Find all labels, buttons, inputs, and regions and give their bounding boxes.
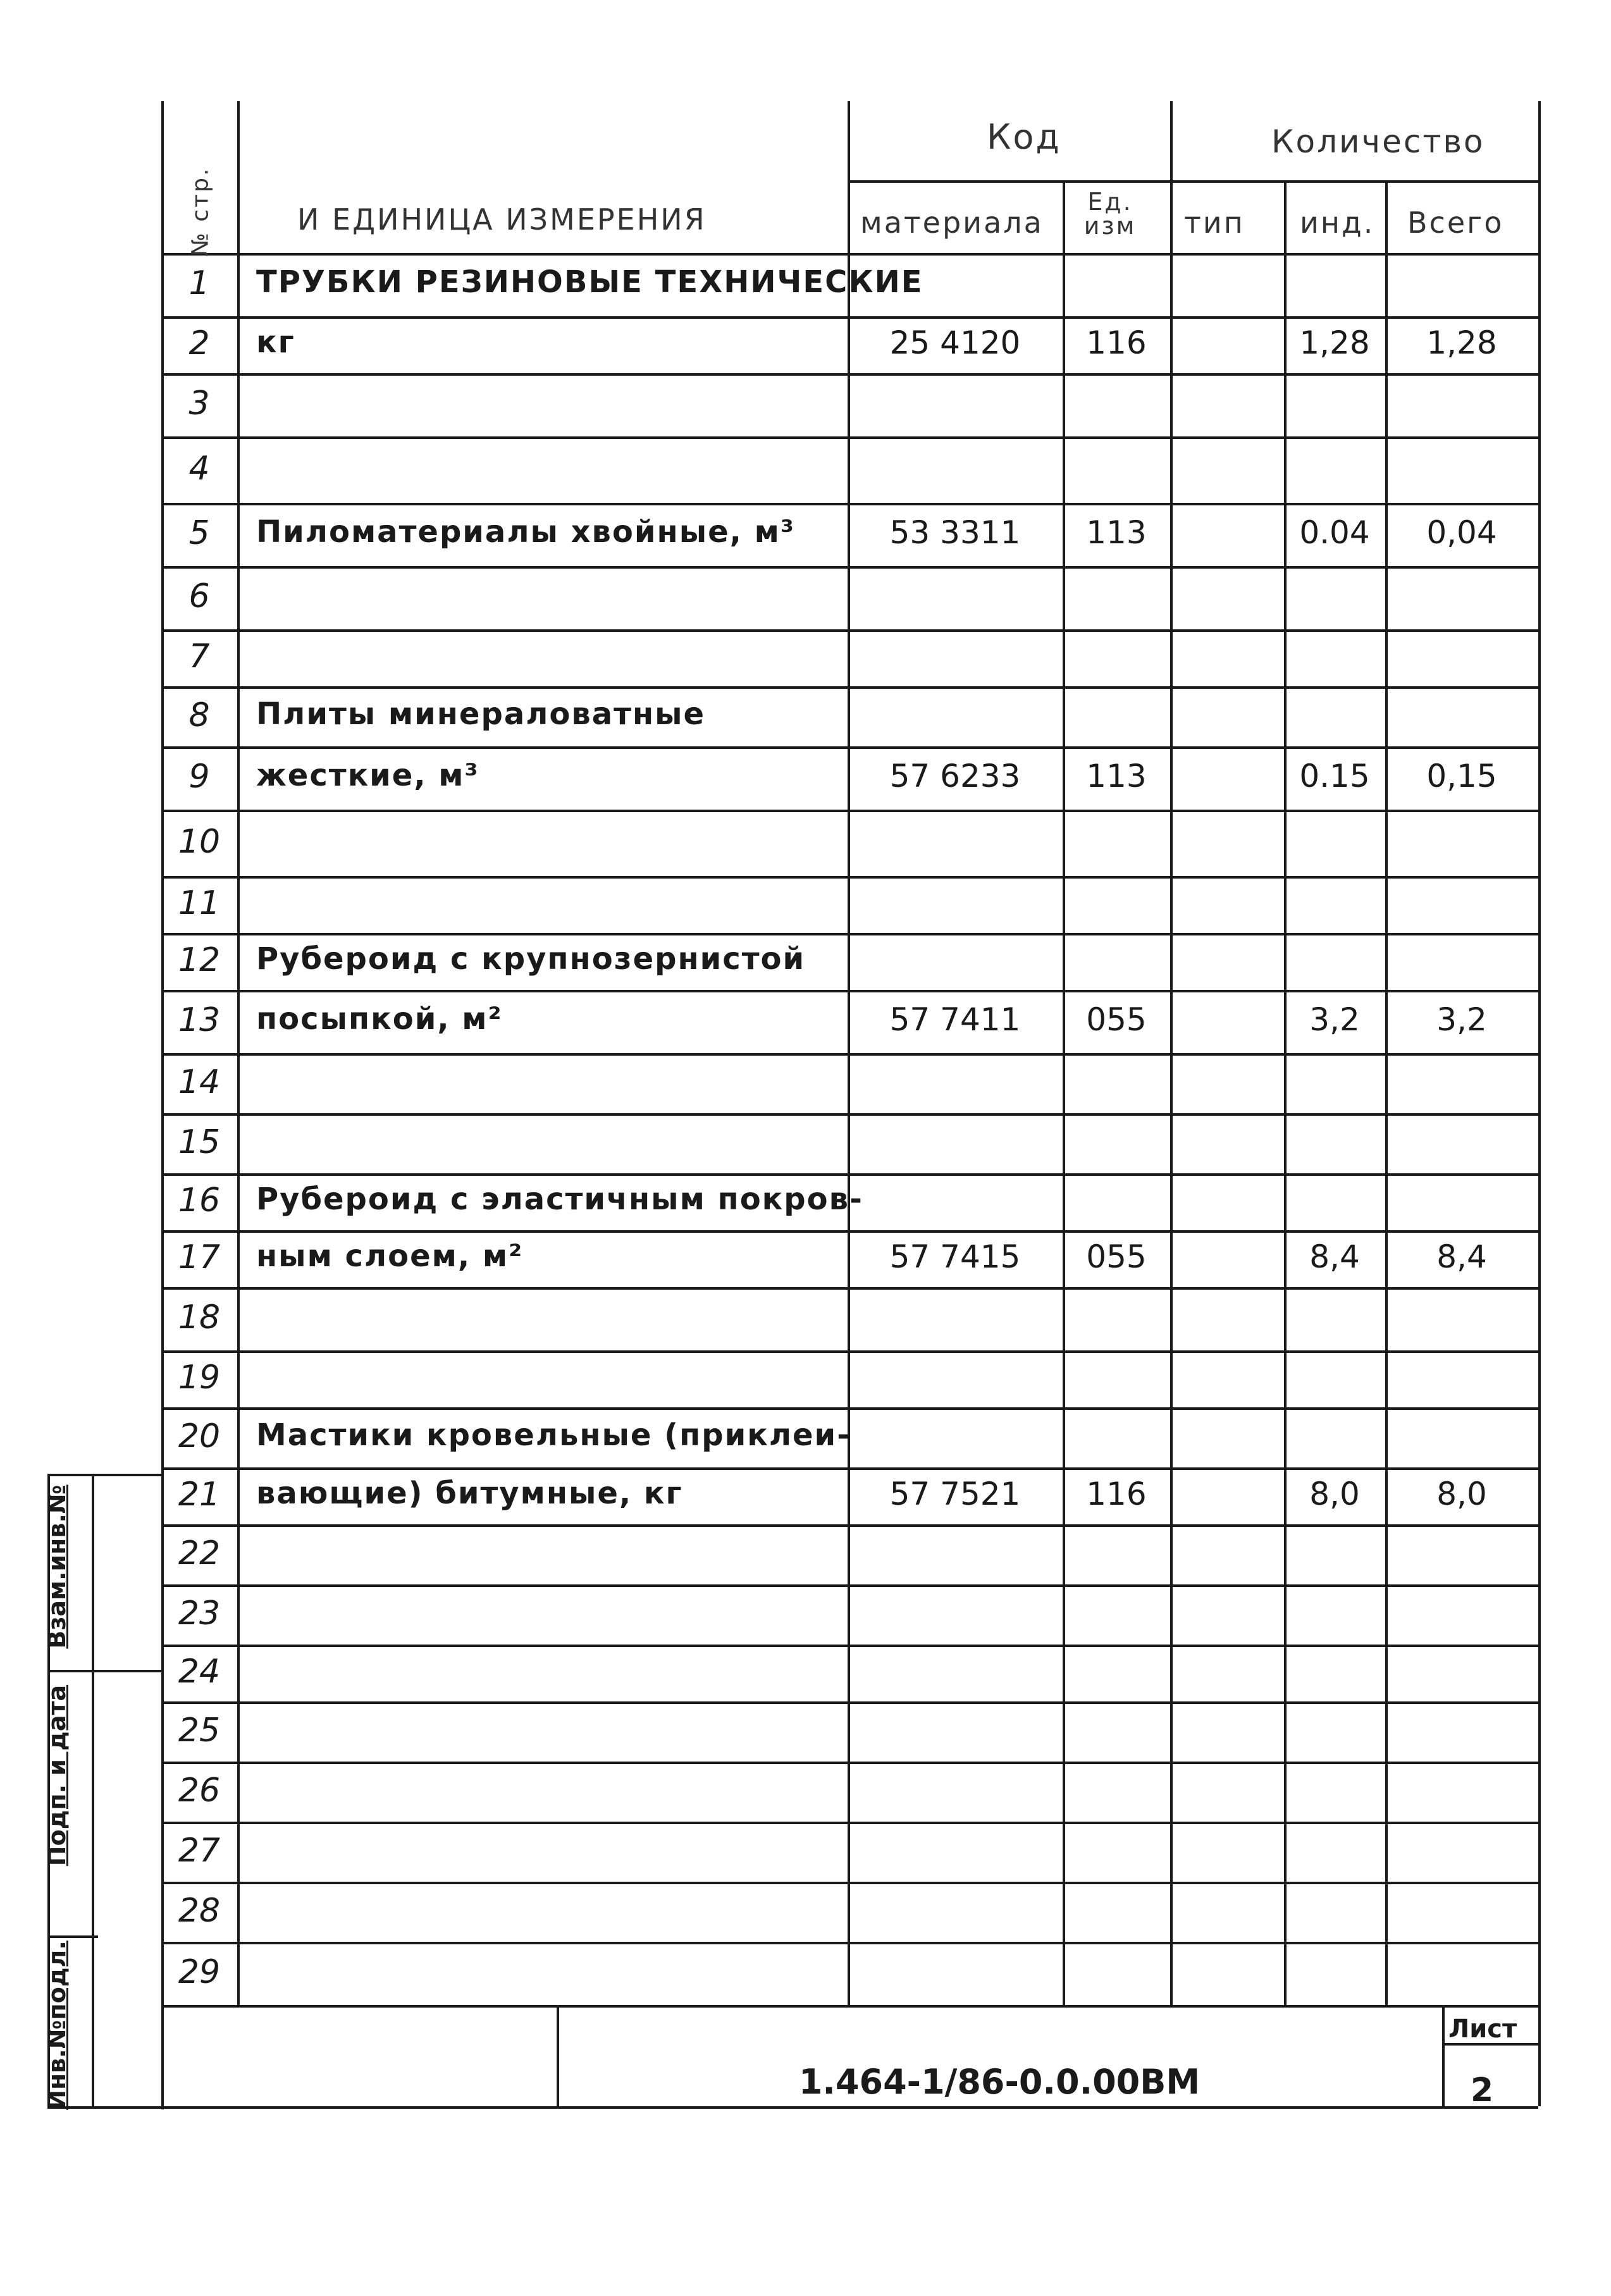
- qty-ind: 1,28: [1299, 324, 1370, 361]
- unit-code: 055: [1086, 1001, 1147, 1038]
- row-number: 18: [178, 1299, 221, 1336]
- row-number: 11: [178, 884, 221, 922]
- qty-ind: 0.04: [1299, 514, 1370, 551]
- row-number: 1: [188, 264, 210, 302]
- row-number: 19: [178, 1359, 221, 1397]
- material-code: 57 7415: [889, 1238, 1021, 1275]
- material-name: ТРУБКИ РЕЗИНОВЫЕ ТЕХНИЧЕСКИЕ: [256, 264, 923, 300]
- grid-header-subline: [848, 180, 1538, 183]
- row-number: 17: [178, 1238, 221, 1276]
- row-number: 10: [178, 822, 221, 861]
- row-number: 28: [178, 1891, 221, 1930]
- footer-top-line: [161, 2005, 1538, 2008]
- qty-ind: 0.15: [1299, 758, 1370, 794]
- material-code: 57 6233: [889, 758, 1021, 794]
- row-number: 25: [178, 1711, 221, 1750]
- material-name: ным слоем, м²: [256, 1238, 524, 1274]
- qty-ind: 8,4: [1309, 1238, 1360, 1275]
- footer-bottom-line: [161, 2106, 1538, 2109]
- row-number: 9: [188, 758, 210, 796]
- qty-total: 1,28: [1426, 324, 1497, 361]
- side-stamp-inner: [92, 1474, 94, 2106]
- grid-col-unit: [1063, 180, 1065, 2005]
- row-number: 20: [178, 1417, 221, 1455]
- qty-ind: 3,2: [1309, 1001, 1360, 1038]
- row-number: 13: [178, 1001, 221, 1039]
- header-code-unit-label: Ед. изм: [1083, 188, 1137, 240]
- side-stamp-replace-inv: Взам.инв.№: [43, 1484, 71, 1649]
- row-number: 24: [178, 1653, 221, 1691]
- header-code-label: Код: [987, 117, 1061, 157]
- row-number: 2: [188, 324, 210, 362]
- qty-total: 8,4: [1436, 1238, 1487, 1275]
- material-name: Плиты минераловатные: [256, 696, 706, 732]
- unit-code: 113: [1086, 514, 1147, 551]
- material-name: жесткие, м³: [256, 758, 479, 793]
- grid-col-qty: [1170, 101, 1173, 2005]
- material-code: 53 3311: [889, 514, 1021, 551]
- header-qty-total-label: Всего: [1407, 206, 1504, 240]
- sheet-label: Лист: [1448, 2015, 1517, 2044]
- row-number: 16: [178, 1182, 221, 1219]
- row-number: 8: [188, 696, 210, 734]
- grid-right-border: [1538, 101, 1541, 2005]
- grid-col-total: [1385, 180, 1388, 2005]
- sheet-number: 2: [1471, 2071, 1494, 2109]
- row-number: 23: [178, 1594, 221, 1633]
- row-number: 3: [188, 385, 210, 423]
- material-name: Рубероид с эластичным покров-: [256, 1182, 863, 1217]
- row-number: 5: [188, 514, 210, 552]
- material-code: 57 7411: [889, 1001, 1021, 1038]
- row-number: 12: [178, 941, 221, 979]
- qty-total: 8,0: [1436, 1476, 1487, 1512]
- material-name: вающие) битумные, кг: [256, 1476, 683, 1511]
- unit-code: 116: [1086, 1476, 1147, 1512]
- row-number: 26: [178, 1771, 221, 1810]
- side-stamp-inv-orig: Инв.№подл.: [43, 1941, 71, 2110]
- material-name: Мастики кровельные (приклеи-: [256, 1417, 851, 1453]
- row-number: 7: [188, 638, 210, 676]
- header-qty-type-label: тип: [1184, 206, 1245, 240]
- qty-ind: 8,0: [1309, 1476, 1360, 1512]
- material-code: 57 7521: [889, 1476, 1021, 1512]
- qty-total: 0,15: [1426, 758, 1497, 794]
- material-name: Пиломатериалы хвойные, м³: [256, 514, 795, 550]
- material-name: Рубероид с крупнозернистой: [256, 941, 806, 977]
- header-qty-label: Количество: [1271, 123, 1485, 160]
- material-name: посыпкой, м²: [256, 1001, 503, 1037]
- header-name-label: И ЕДИНИЦА ИЗМЕРЕНИЯ: [297, 202, 707, 237]
- row-number: 27: [178, 1831, 221, 1870]
- qty-total: 3,2: [1436, 1001, 1487, 1038]
- unit-code: 116: [1086, 324, 1147, 361]
- material-code: 25 4120: [889, 324, 1021, 361]
- footer-sheet-divider: [1442, 2005, 1445, 2106]
- header-code-material-label: материала: [860, 206, 1044, 240]
- material-name: кг: [256, 324, 295, 360]
- side-stamp-sign-date: Подп. и дата: [43, 1684, 71, 1867]
- row-number: 29: [178, 1953, 221, 1991]
- grid-col-code: [848, 101, 850, 2005]
- document-code: 1.464-1/86-0.0.00ВМ: [798, 2062, 1201, 2102]
- row-number: 22: [178, 1534, 221, 1572]
- grid-col-rownum: [237, 101, 240, 2005]
- row-number: 6: [188, 577, 210, 615]
- row-number: 21: [178, 1476, 221, 1514]
- row-number: 14: [178, 1063, 221, 1101]
- unit-code: 055: [1086, 1238, 1147, 1275]
- header-qty-ind-label: инд.: [1300, 206, 1375, 240]
- row-number: 15: [178, 1123, 221, 1161]
- grid-col-ind: [1284, 180, 1287, 2005]
- unit-code: 113: [1086, 758, 1147, 794]
- qty-total: 0,04: [1426, 514, 1497, 551]
- row-number: 4: [188, 449, 210, 488]
- footer-right-border: [1538, 2005, 1541, 2106]
- header-rownum-label: № стр.: [187, 166, 214, 257]
